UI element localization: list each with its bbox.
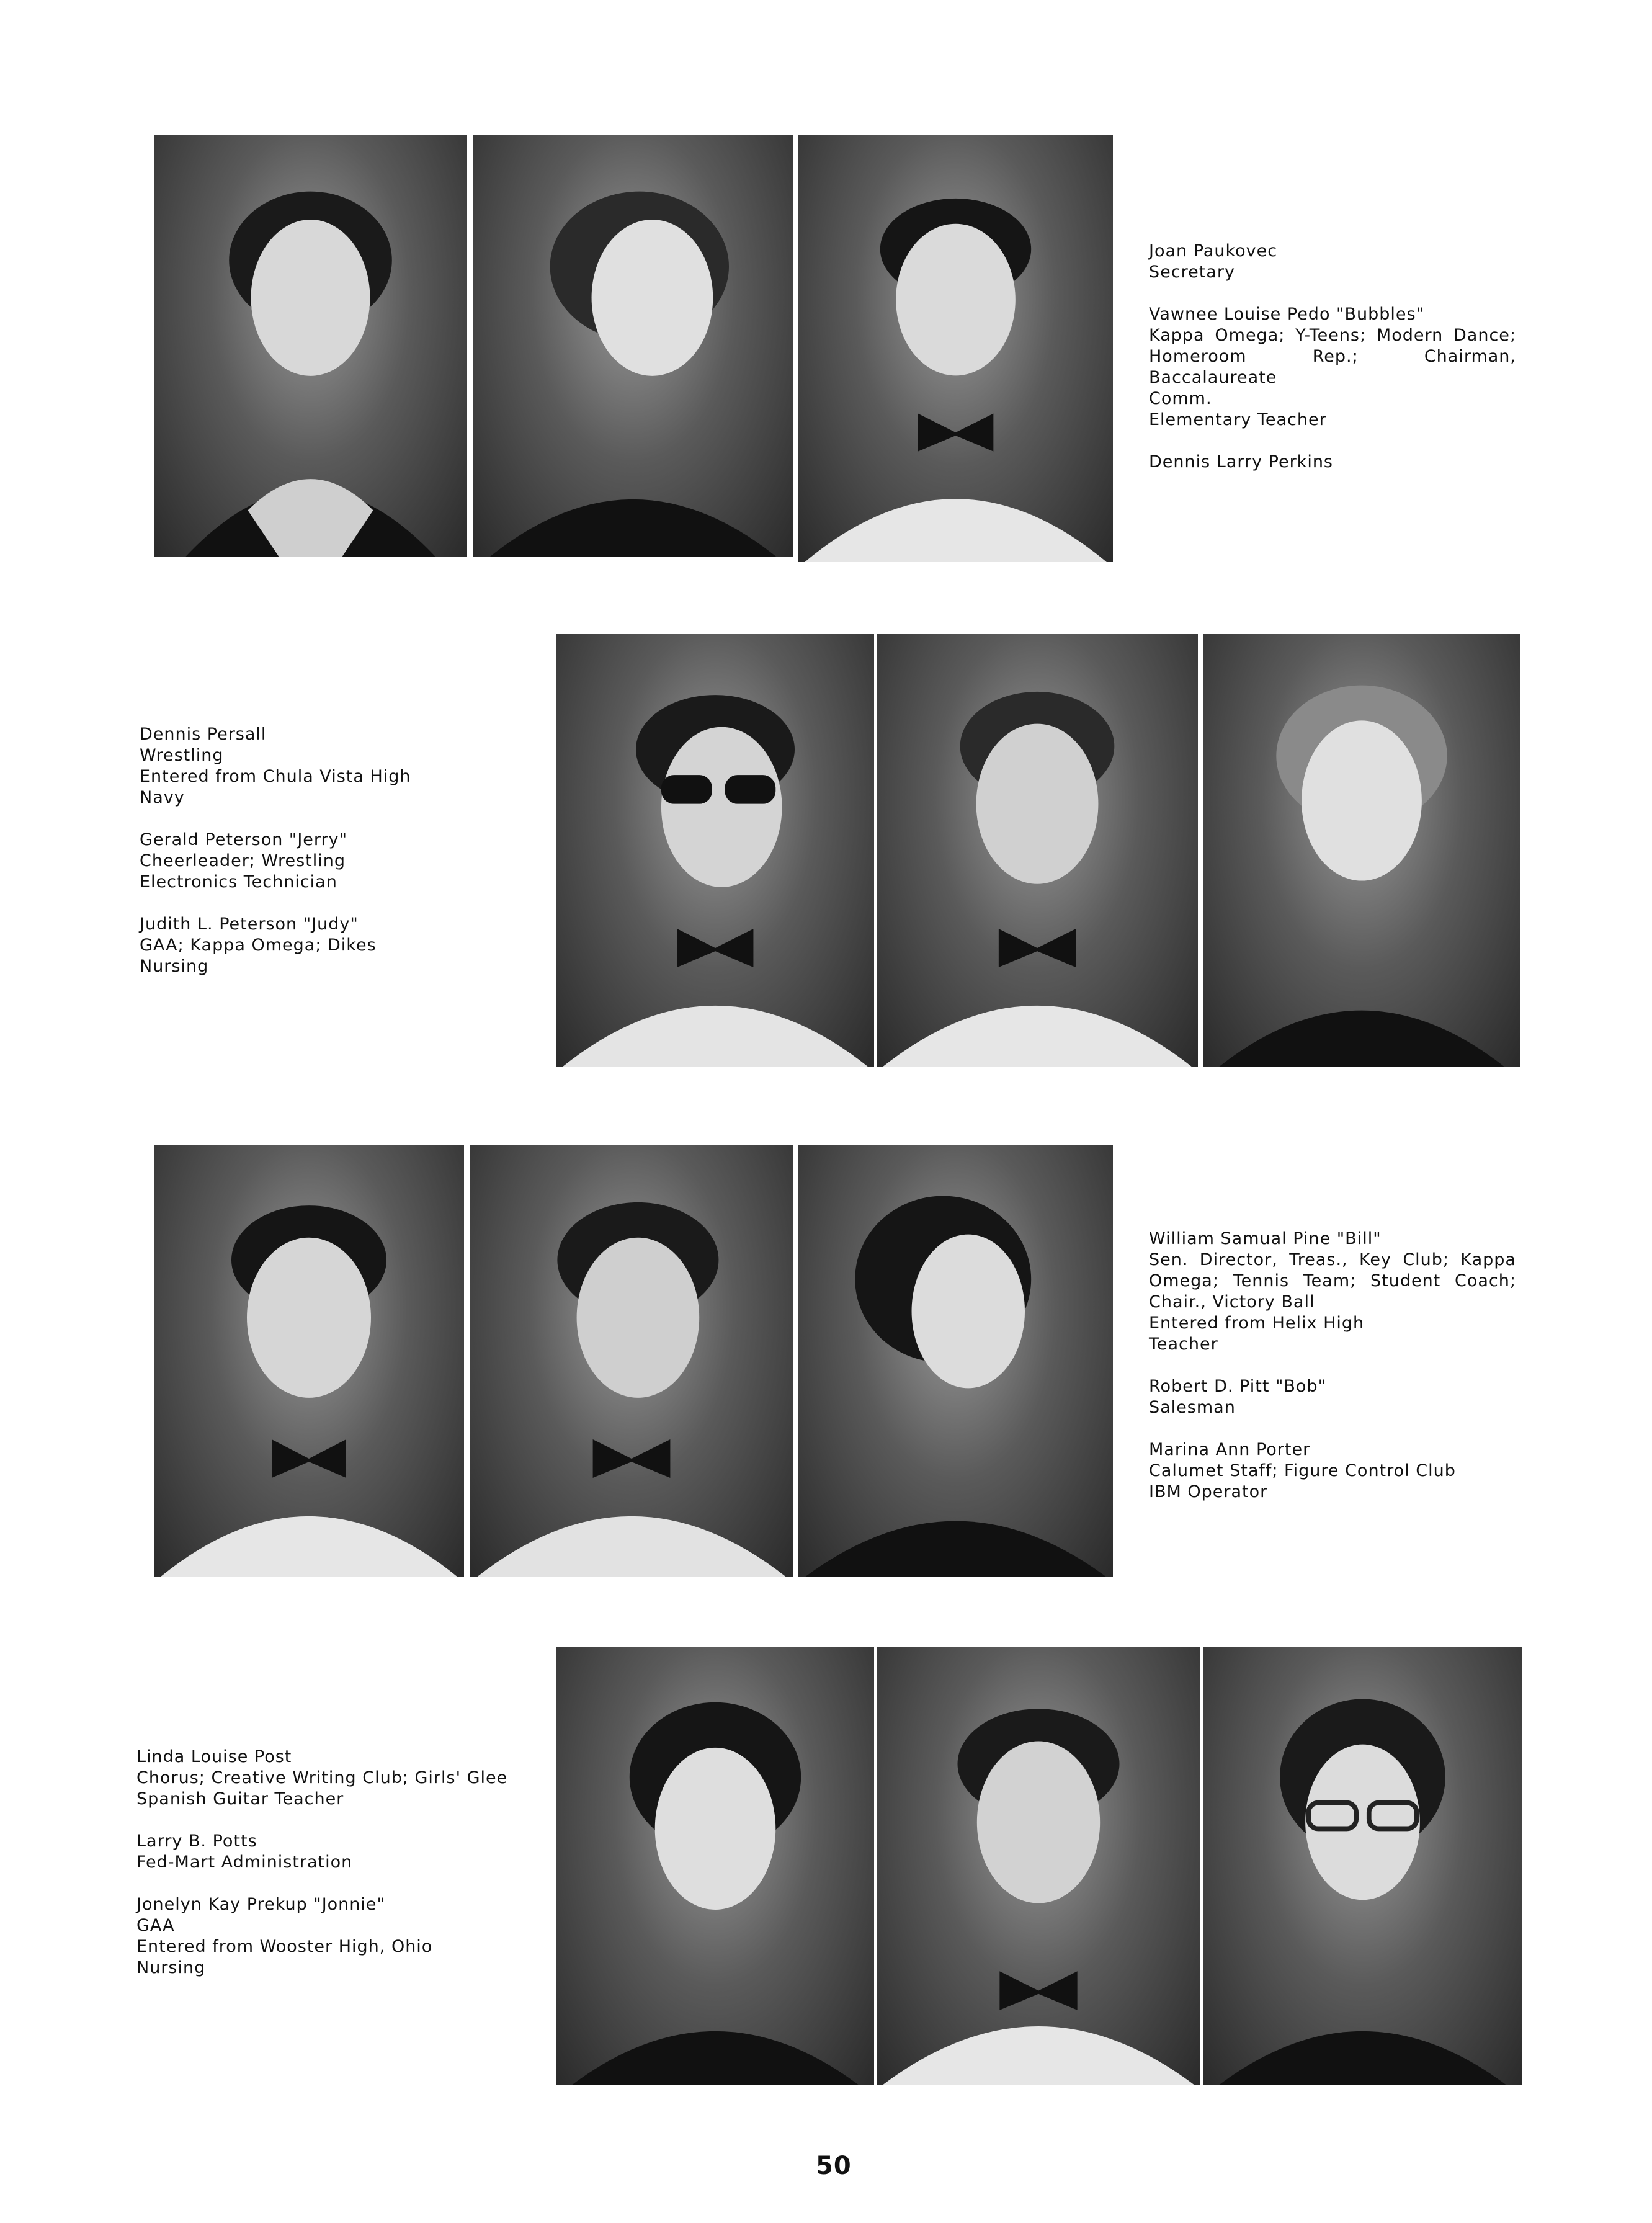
portrait-photo-post [556, 1647, 874, 2085]
student-detail-line: Wrestling [140, 746, 224, 765]
student-detail-line: Sen. Director, Treas., Key Club; Kappa [1149, 1250, 1516, 1269]
student-detail-line: Fed-Mart Administration [136, 1853, 353, 1872]
portrait-photo-pitt [470, 1145, 793, 1577]
portrait-photo-judith-peterson [1203, 634, 1520, 1067]
student-detail-line: Omega; Tennis Team; Student Coach; [1149, 1271, 1516, 1290]
portrait-photo-pine [154, 1145, 464, 1577]
student-detail-line: Chorus; Creative Writing Club; Girls' Glee [136, 1768, 508, 1787]
student-detail-line: GAA; Kappa Omega; Dikes [140, 936, 377, 955]
student-detail-line: Kappa Omega; Y-Teens; Modern Dance; [1149, 326, 1516, 345]
student-detail-line: Nursing [140, 957, 209, 976]
portrait-photo-perkins [798, 135, 1113, 562]
student-name: Dennis Persall [140, 725, 267, 744]
student-detail-line: Navy [140, 788, 185, 807]
page-number: 50 [816, 2152, 852, 2180]
student-entry [136, 1747, 509, 1810]
student-detail-line: Teacher [1149, 1335, 1218, 1354]
student-name: Joan Paukovec [1149, 241, 1278, 261]
portrait-photo-gerald-peterson [877, 634, 1198, 1067]
student-detail-line: Salesman [1149, 1398, 1236, 1417]
student-detail-line: GAA [136, 1916, 175, 1935]
student-entry [1149, 241, 1516, 283]
student-detail-line: Secretary [1149, 262, 1235, 282]
student-name: William Samual Pine "Bill" [1149, 1229, 1382, 1248]
student-name: Judith L. Peterson "Judy" [140, 915, 359, 934]
student-name: Gerald Peterson "Jerry" [140, 830, 348, 849]
caption-block-row-4 [136, 1747, 509, 2000]
caption-block-row-3 [1149, 1228, 1516, 1524]
portrait-photo-prekup [1203, 1647, 1522, 2085]
student-detail-line: Homeroom Rep.; Chairman, Baccalaureate [1149, 347, 1516, 387]
student-detail-line: Electronics Technician [140, 872, 337, 892]
student-entry [136, 1894, 509, 1979]
student-entry [136, 1831, 509, 1873]
student-name: Robert D. Pitt "Bob" [1149, 1377, 1327, 1396]
portrait-photo-potts [877, 1647, 1200, 2085]
student-detail-line: Chair., Victory Ball [1149, 1292, 1315, 1312]
student-detail-line: Entered from Wooster High, Ohio [136, 1937, 433, 1956]
portrait-photo-persall [556, 634, 874, 1067]
student-detail-line: Cheerleader; Wrestling [140, 851, 346, 870]
student-entry [1149, 452, 1516, 473]
portrait-photo-pedo [473, 135, 793, 557]
student-entry [140, 724, 487, 808]
student-detail-line: Nursing [136, 1958, 206, 1977]
student-name: Dennis Larry Perkins [1149, 452, 1334, 472]
caption-block-row-1 [1149, 241, 1516, 494]
portrait-photo-porter [798, 1145, 1113, 1577]
student-entry [140, 914, 487, 977]
student-entry [1149, 1439, 1516, 1503]
student-detail-line: Entered from Chula Vista High [140, 767, 411, 786]
student-name: Linda Louise Post [136, 1747, 292, 1766]
student-entry [1149, 304, 1516, 431]
student-detail-line: Comm. [1149, 389, 1212, 408]
student-detail-line: Entered from Helix High [1149, 1313, 1365, 1333]
student-entry [1149, 1228, 1516, 1355]
student-name: Vawnee Louise Pedo "Bubbles" [1149, 305, 1424, 324]
student-entry [140, 830, 487, 893]
student-name: Jonelyn Kay Prekup "Jonnie" [136, 1895, 385, 1914]
student-name: Larry B. Potts [136, 1832, 257, 1851]
caption-block-row-2 [140, 724, 487, 998]
student-detail-line: Spanish Guitar Teacher [136, 1789, 344, 1809]
student-detail-line: IBM Operator [1149, 1482, 1268, 1501]
student-detail-line: Elementary Teacher [1149, 410, 1327, 429]
student-detail-line: Calumet Staff; Figure Control Club [1149, 1461, 1456, 1480]
portrait-photo-paukovec [154, 135, 467, 557]
student-name: Marina Ann Porter [1149, 1440, 1311, 1459]
student-entry [1149, 1376, 1516, 1418]
